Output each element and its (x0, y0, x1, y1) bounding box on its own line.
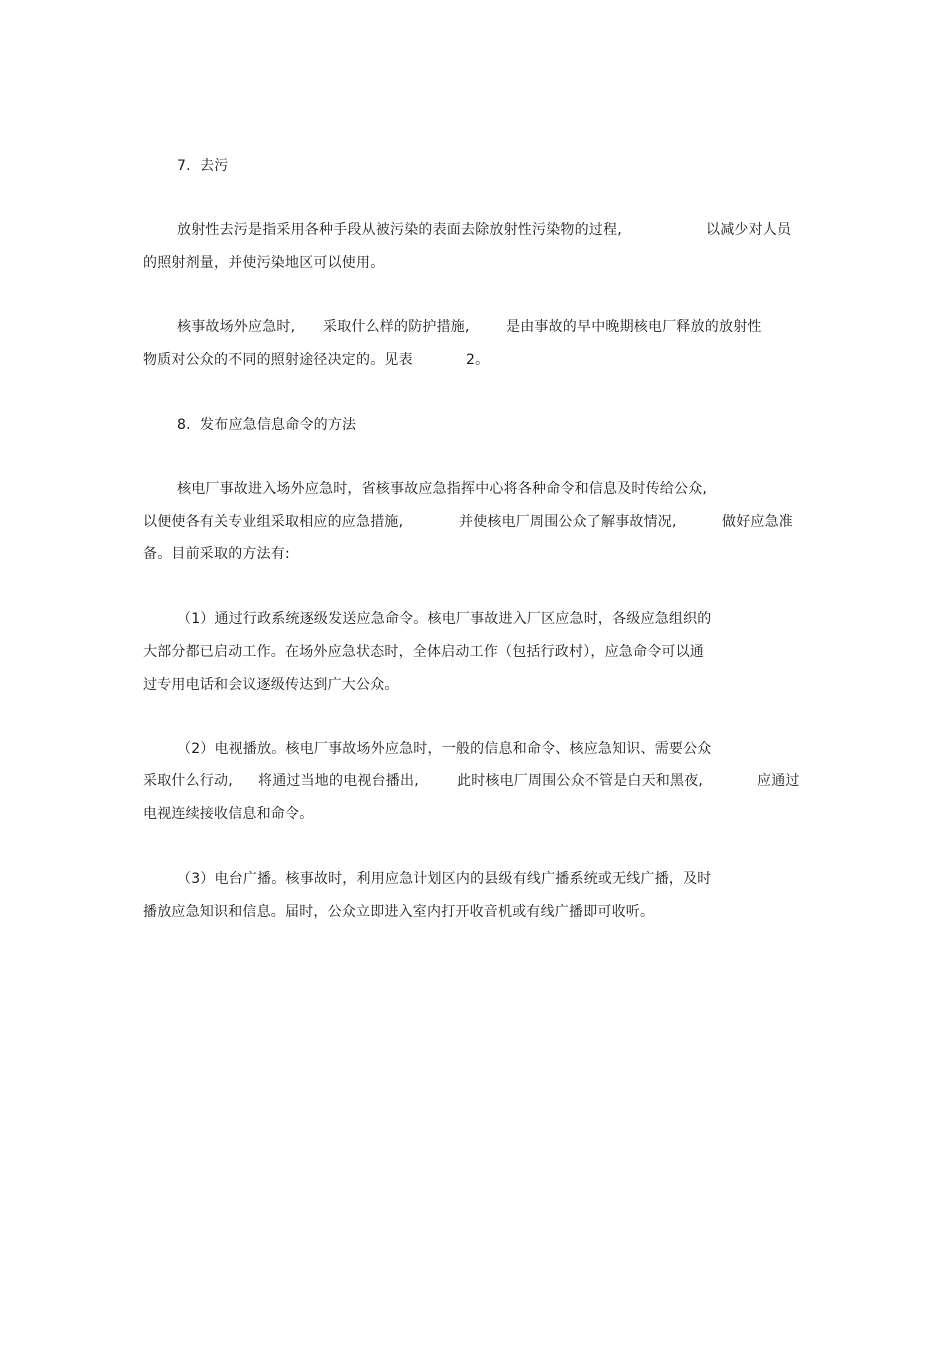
paragraph-line: 并使核电厂周围公众了解事故情况, (459, 514, 677, 530)
list-item-line: 播放应急知识和信息。届时，公众立即进入室内打开收音机或有线广播即可收听。 (143, 904, 655, 920)
list-item-line: 将通过当地的电视台播出, (258, 773, 419, 789)
list-item-line: （3）电台广播。核事故时，利用应急计划区内的县级有线广播系统或无线广播，及时 (177, 871, 712, 887)
paragraph-line: 放射性去污是指采用各种手段从被污染的表面去除放射性污染物的过程, (177, 222, 622, 238)
section-heading: 8. 发布应急信息命令的方法 (177, 417, 357, 433)
list-item-line: 电视连续接收信息和命令。 (143, 806, 314, 822)
list-item-line: 大部分都已启动工作。在场外应急状态时，全体启动工作（包括行政村），应急命令可以通 (143, 644, 704, 660)
paragraph-line: 核电厂事故进入场外应急时，省核事故应急指挥中心将各种命令和信息及时传给公众, (177, 481, 708, 497)
paragraph-line: 以减少对人员 (706, 222, 792, 238)
list-item-line: 采取什么行动, (143, 773, 233, 789)
list-item-line: （1）通过行政系统逐级发送应急命令。核电厂事故进入厂区应急时，各级应急组织的 (177, 611, 712, 627)
paragraph-line: 是由事故的早中晚期核电厂释放的放射性 (506, 319, 762, 335)
paragraph-line: 采取什么样的防护措施, (323, 319, 470, 335)
list-item-line: 过专用电话和会议逐级传达到广大公众。 (143, 677, 399, 693)
paragraph-line: 2。 (466, 352, 490, 368)
section-heading: 7. 去污 (177, 158, 229, 174)
paragraph-line: 核事故场外应急时, (177, 319, 296, 335)
list-item-line: 此时核电厂周围公众不管是白天和黑夜, (457, 773, 704, 789)
paragraph-line: 备。目前采取的方法有: (143, 546, 290, 562)
list-item-line: （2）电视播放。核电厂事故场外应急时，一般的信息和命令、核应急知识、需要公众 (177, 741, 712, 757)
paragraph-line: 的照射剂量，并使污染地区可以使用。 (143, 255, 385, 271)
paragraph-line: 以便使各有关专业组采取相应的应急措施, (143, 514, 404, 530)
list-item-line: 应通过 (757, 773, 800, 789)
paragraph-line: 物质对公众的不同的照射途径决定的。见表 (143, 352, 413, 368)
paragraph-line: 做好应急准 (722, 514, 793, 530)
